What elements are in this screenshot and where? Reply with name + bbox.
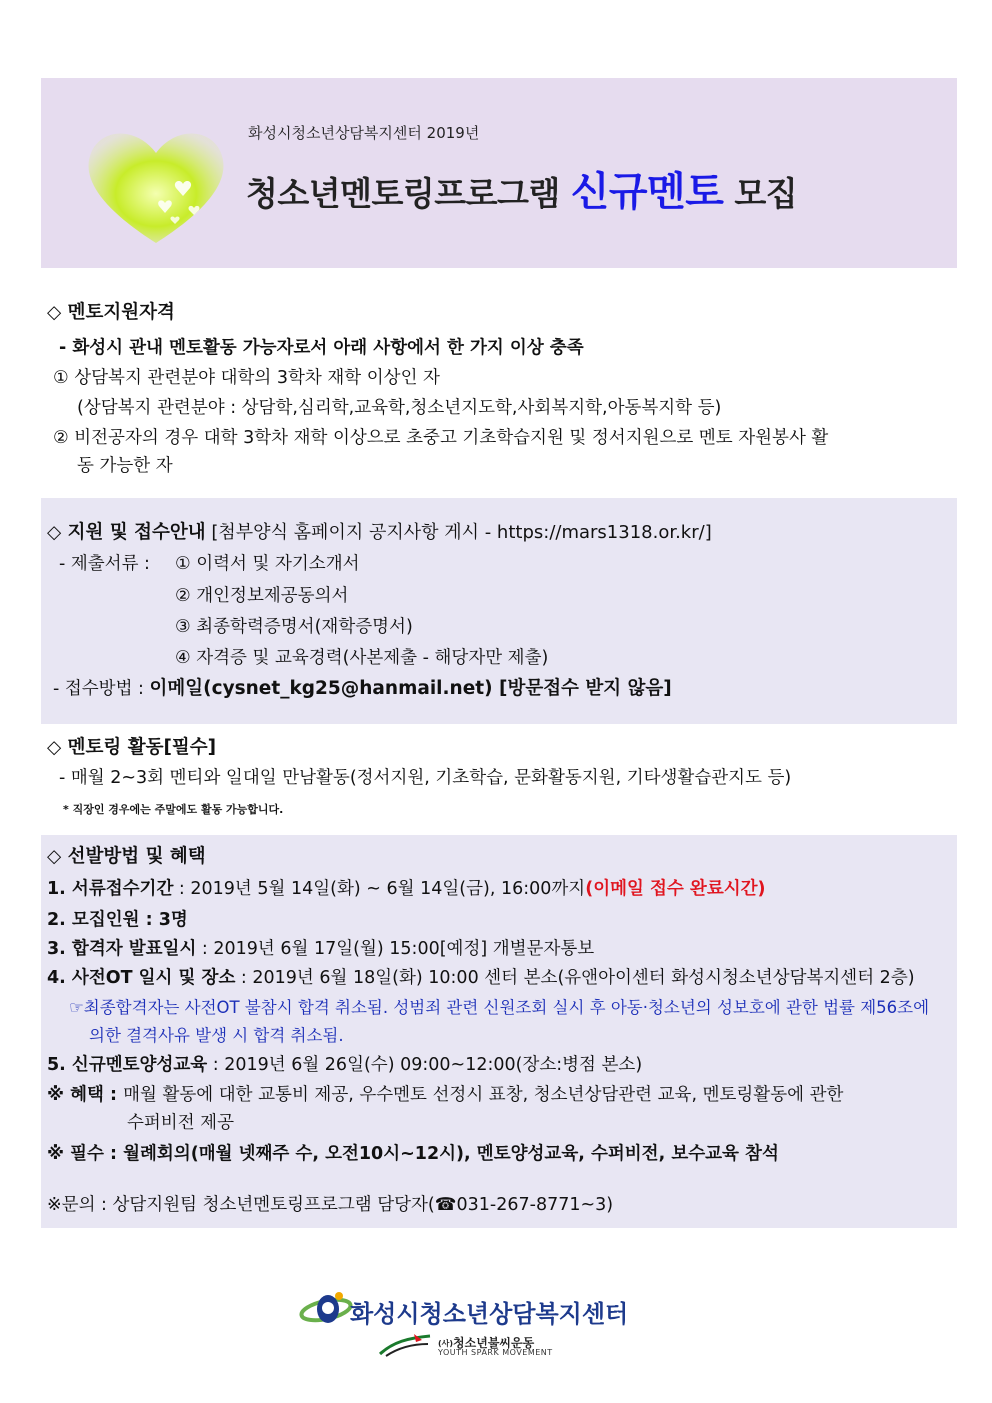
section-heading: ◇ 지원 및 접수안내 [첨부양식 홈페이지 공지사항 게시 - https://mars1318.or.kr/] xyxy=(47,522,712,543)
qualification-intro: - 화성시 관내 멘토활동 가능자로서 아래 사항에서 한 가지 이상 충족 xyxy=(59,338,584,358)
activity-note: * 직장인 경우에는 주말에도 활동 가능합니다. xyxy=(63,803,284,816)
selection-item-5: 5. 신규멘토양성교육 : 2019년 6월 26일(수) 09:00~12:00(장소:병점 본소) xyxy=(47,1055,643,1075)
section-selection xyxy=(41,835,957,1228)
doc-item-3: ③ 최종학력증명서(재학증명서) xyxy=(175,617,413,637)
benefits-cont: 수퍼비전 제공 xyxy=(127,1113,234,1133)
header-banner xyxy=(41,78,957,268)
qualification-item-2: ② 비전공자의 경우 대학 3학차 재학 이상으로 초중고 기초학습지원 및 정서지원으로 멘토 자원봉사 활 xyxy=(53,428,829,448)
section-qualification xyxy=(41,295,957,495)
logo-org-name: 화성시청소년상담복지센터 xyxy=(350,1300,629,1328)
doc-item-4: ④ 자격증 및 교육경력(사본제출 - 해당자만 제출) xyxy=(175,648,549,668)
title-highlight: 신규멘토 xyxy=(570,169,724,215)
logo-sub-name: (사)청소년불씨운동 xyxy=(438,1336,535,1350)
qualification-item-2-cont: 동 가능한 자 xyxy=(77,456,173,476)
header-subtitle: 화성시청소년상담복지센터 2019년 xyxy=(248,124,480,142)
selection-item-4-note: ☞최종합격자는 사전OT 불참시 합격 취소됨. 성범죄 관련 신원조회 실시 후 아동·청소년의 성보호에 관한 법률 제56조에 xyxy=(69,998,930,1017)
section-heading: ◇ 멘토지원자격 xyxy=(47,302,175,323)
logo-sub-english: YOUTH SPARK MOVEMENT xyxy=(438,1348,553,1357)
heart-icon xyxy=(81,118,231,248)
qualification-item-1-note: (상담복지 관련분야 : 상담학,심리학,교육학,청소년지도학,사회복지학,아동복지학 등) xyxy=(77,398,722,418)
contact-info: ※문의 : 상담지원팀 청소년멘토링프로그램 담당자(☎031-267-8771~3) xyxy=(47,1195,614,1215)
selection-item-2: 2. 모집인원 : 3명 xyxy=(47,910,188,930)
qualification-item-1: ① 상담복지 관련분야 대학의 3학차 재학 이상인 자 xyxy=(53,368,440,388)
selection-item-4-note-cont: 의한 결격사유 발생 시 합격 취소됨. xyxy=(89,1026,344,1045)
title-prefix: 청소년멘토링프로그램 xyxy=(246,174,571,213)
submission-email: 이메일(cysnet_kg25@hanmail.net) [방문접수 받지 않음] xyxy=(149,678,672,699)
selection-item-1: 1. 서류접수기간 : 2019년 5월 14일(화) ~ 6월 14일(금), 16:00까지(이메일 접수 완료시간) xyxy=(47,879,766,899)
spark-swoosh-icon xyxy=(378,1332,434,1358)
section-heading: ◇ 멘토링 활동[필수] xyxy=(47,737,217,758)
selection-item-4: 4. 사전OT 일시 및 장소 : 2019년 6월 18일(화) 10:00 센터 본소(유앤아이센터 화성시청소년상담복지센터 2층) xyxy=(47,968,915,988)
selection-item-3: 3. 합격자 발표일시 : 2019년 6월 17일(월) 15:00[예정] 개별문자통보 xyxy=(47,939,595,959)
page-title xyxy=(246,160,797,217)
required-items: ※ 필수 : 월례회의(매월 넷째주 수, 오전10시~12시), 멘토양성교육, 수퍼비전, 보수교육 참석 xyxy=(47,1144,779,1164)
doc-item-2: ② 개인정보제공동의서 xyxy=(175,586,349,606)
title-suffix: 모집 xyxy=(723,174,798,213)
section-activity xyxy=(41,728,957,832)
docs-label: - 제출서류 : xyxy=(59,554,150,574)
benefits: ※ 혜택 : 매월 활동에 대한 교통비 제공, 우수멘토 선정시 표창, 청소년상담관련 교육, 멘토링활동에 관한 xyxy=(47,1085,844,1105)
activity-desc: - 매월 2~3회 멘티와 일대일 만남활동(정서지원, 기초학습, 문화활동지원, 기타생활습관지도 등) xyxy=(59,768,792,788)
organization-logo xyxy=(290,1288,710,1368)
submission-method: - 접수방법 : 이메일(cysnet_kg25@hanmail.net) [방문접수 받지 않음] xyxy=(53,678,672,699)
section-heading: ◇ 선발방법 및 혜택 xyxy=(47,846,206,867)
logo-mark-icon xyxy=(298,1288,354,1328)
section-application xyxy=(41,498,957,724)
doc-item-1: ① 이력서 및 자기소개서 xyxy=(175,554,360,574)
